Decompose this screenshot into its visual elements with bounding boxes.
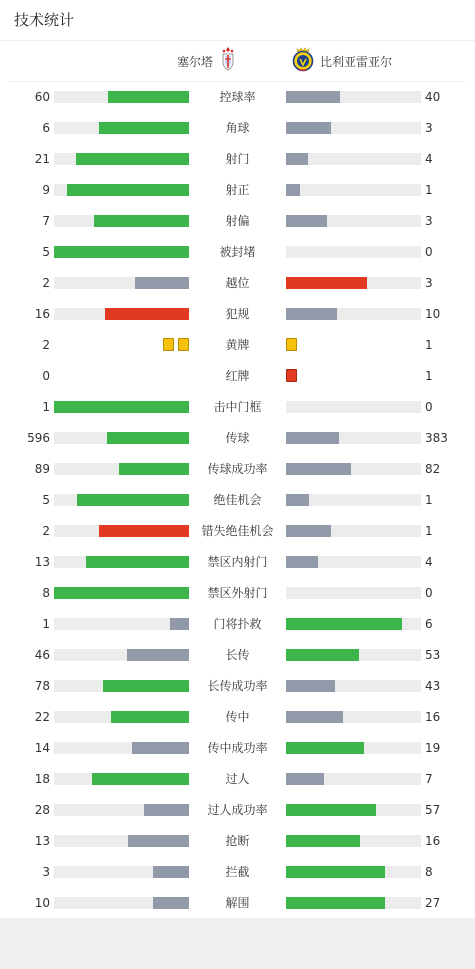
home-stat-bar-fill	[54, 246, 189, 258]
away-stat-bar-track	[286, 308, 421, 320]
away-stat-value: 0	[425, 586, 433, 600]
away-stat-value: 4	[425, 152, 433, 166]
home-stat-bar-track	[54, 308, 189, 320]
away-stat-bar-fill	[286, 556, 318, 568]
home-team-name: 塞尔塔	[176, 54, 213, 69]
home-stat-value: 2	[42, 276, 50, 290]
away-stat-bar-track	[286, 215, 421, 227]
away-stat-bar-track	[286, 184, 421, 196]
stat-label: 绝佳机会	[213, 493, 262, 507]
home-stat-bar-fill	[128, 835, 189, 847]
stat-label: 抢断	[225, 834, 250, 848]
home-team-header	[0, 48, 235, 74]
stat-row	[0, 175, 475, 206]
away-stat-value: 16	[425, 834, 441, 848]
home-stat-bar-fill	[67, 184, 189, 196]
stat-label: 越位	[225, 276, 250, 290]
stat-label: 射正	[225, 183, 250, 197]
home-stat-value: 14	[34, 741, 50, 755]
home-stat-bar-fill	[99, 525, 189, 537]
stat-label: 传球成功率	[207, 462, 268, 476]
home-stat-bar-track	[54, 897, 189, 909]
away-stat-bar-track	[286, 680, 421, 692]
stat-label: 被封堵	[219, 245, 256, 259]
yellow-card-icon	[163, 338, 174, 351]
home-stat-bar-track	[54, 680, 189, 692]
home-stat-bar-fill	[99, 122, 189, 134]
stat-row	[0, 485, 475, 516]
stat-label: 传中	[225, 710, 250, 724]
away-stat-bar-track	[286, 866, 421, 878]
away-stat-bar-track	[286, 246, 421, 258]
home-stat-bar-track	[54, 215, 189, 227]
red-card-icon	[286, 369, 297, 382]
stat-row	[0, 857, 475, 888]
away-stat-bar-track	[286, 897, 421, 909]
away-stat-bar-track	[286, 587, 421, 599]
away-stat-bar-fill	[286, 649, 359, 661]
home-stat-value: 2	[42, 338, 50, 352]
villarreal-crest-icon	[292, 46, 314, 76]
stat-label: 传球	[225, 431, 250, 445]
stat-row	[0, 206, 475, 237]
home-stat-value: 60	[34, 90, 50, 104]
away-stat-bar-fill	[286, 742, 364, 754]
stat-row	[0, 547, 475, 578]
away-stat-bar-track	[286, 711, 421, 723]
away-stat-bar-fill	[286, 525, 331, 537]
home-stat-value: 5	[42, 493, 50, 507]
home-stat-bar-fill	[103, 680, 189, 692]
home-stat-bar-track	[54, 742, 189, 754]
away-stat-bar-track	[286, 804, 421, 816]
home-stat-bar-track	[54, 401, 189, 413]
home-stat-value: 16	[34, 307, 50, 321]
stat-row	[0, 237, 475, 268]
stat-row	[0, 299, 475, 330]
home-stat-bar-track	[54, 804, 189, 816]
home-stat-bar-track	[54, 91, 189, 103]
away-stat-value: 7	[425, 772, 433, 786]
home-stat-value: 3	[42, 865, 50, 879]
away-stat-bar-track	[286, 742, 421, 754]
away-stat-bar-fill	[286, 463, 351, 475]
away-stat-value: 3	[425, 214, 433, 228]
stat-label: 黄牌	[225, 338, 250, 352]
away-stat-value: 40	[425, 90, 441, 104]
home-stat-value: 13	[34, 834, 50, 848]
stat-row	[0, 888, 475, 919]
page-title: 技术统计	[14, 11, 75, 29]
stat-label: 过人成功率	[207, 803, 268, 817]
home-stat-bar-track	[54, 556, 189, 568]
stat-label: 击中门框	[213, 400, 262, 414]
home-stat-bar-track	[54, 587, 189, 599]
away-stat-bar-fill	[286, 866, 385, 878]
stat-row	[0, 609, 475, 640]
home-stat-bar-track	[54, 773, 189, 785]
celta-crest-icon	[221, 46, 235, 76]
home-stat-value: 78	[34, 679, 50, 693]
away-stat-value: 8	[425, 865, 433, 879]
stat-row	[0, 702, 475, 733]
stat-row	[0, 826, 475, 857]
home-stat-bar-track	[54, 153, 189, 165]
stat-row	[0, 764, 475, 795]
away-stat-value: 0	[425, 245, 433, 259]
stat-row	[0, 640, 475, 671]
home-stat-bar-fill	[107, 432, 189, 444]
home-stat-bar-fill	[94, 215, 189, 227]
stat-label: 射偏	[225, 214, 250, 228]
away-stat-value: 43	[425, 679, 441, 693]
home-stat-bar-track	[54, 711, 189, 723]
stat-row	[0, 578, 475, 609]
home-stat-value: 0	[42, 369, 50, 383]
home-stat-value: 89	[34, 462, 50, 476]
away-stat-bar-fill	[286, 184, 300, 196]
home-stat-value: 13	[34, 555, 50, 569]
away-stat-value: 1	[425, 369, 433, 383]
home-stat-bar-fill	[111, 711, 189, 723]
away-stat-bar-fill	[286, 277, 367, 289]
away-stat-bar-track	[286, 122, 421, 134]
home-stat-bar-track	[54, 649, 189, 661]
stat-label: 门将扑救	[213, 617, 262, 631]
home-stat-bar-fill	[76, 153, 189, 165]
home-stat-value: 22	[34, 710, 50, 724]
stat-row	[0, 423, 475, 454]
away-stat-value: 19	[425, 741, 441, 755]
home-yellow-cards	[163, 338, 189, 351]
home-stat-bar-fill	[153, 897, 189, 909]
away-stat-bar-fill	[286, 835, 360, 847]
away-stat-value: 3	[425, 121, 433, 135]
away-stat-value: 383	[425, 431, 448, 445]
home-stat-bar-track	[54, 835, 189, 847]
home-stat-bar-fill	[170, 618, 189, 630]
home-stat-value: 8	[42, 586, 50, 600]
home-stat-value: 46	[34, 648, 50, 662]
home-stat-bar-track	[54, 432, 189, 444]
stat-label: 传中成功率	[207, 741, 268, 755]
home-stat-value: 21	[34, 152, 50, 166]
away-stat-bar-fill	[286, 432, 339, 444]
home-stat-bar-fill	[54, 401, 189, 413]
stat-row	[0, 144, 475, 175]
away-stat-bar-track	[286, 525, 421, 537]
away-stat-bar-track	[286, 649, 421, 661]
away-stat-value: 1	[425, 493, 433, 507]
stat-row	[0, 454, 475, 485]
away-stat-bar-fill	[286, 215, 327, 227]
away-stat-value: 10	[425, 307, 441, 321]
home-stat-bar-fill	[153, 866, 189, 878]
stat-row	[0, 733, 475, 764]
home-stat-value: 5	[42, 245, 50, 259]
yellow-card-icon	[178, 338, 189, 351]
stat-row	[0, 671, 475, 702]
away-stat-value: 82	[425, 462, 441, 476]
title-divider	[0, 40, 475, 41]
away-stat-bar-track	[286, 556, 421, 568]
stat-row	[0, 82, 475, 113]
away-stat-bar-fill	[286, 773, 324, 785]
home-stat-bar-track	[54, 122, 189, 134]
away-stat-bar-fill	[286, 91, 340, 103]
stat-label: 禁区外射门	[207, 586, 268, 600]
home-stat-value: 1	[42, 617, 50, 631]
away-stat-value: 57	[425, 803, 441, 817]
away-red-cards	[286, 369, 297, 382]
stat-label: 禁区内射门	[207, 555, 268, 569]
stat-label: 错失绝佳机会	[201, 524, 274, 538]
away-stat-bar-track	[286, 835, 421, 847]
away-stat-value: 1	[425, 338, 433, 352]
stat-label: 长传成功率	[207, 679, 268, 693]
away-stat-value: 0	[425, 400, 433, 414]
away-stat-value: 53	[425, 648, 441, 662]
away-stat-bar-track	[286, 463, 421, 475]
home-stat-value: 10	[34, 896, 50, 910]
stat-row	[0, 516, 475, 547]
away-stat-value: 1	[425, 183, 433, 197]
away-stat-bar-track	[286, 153, 421, 165]
stat-label: 长传	[225, 648, 250, 662]
home-stat-bar-fill	[132, 742, 189, 754]
home-stat-bar-fill	[144, 804, 189, 816]
home-stat-value: 7	[42, 214, 50, 228]
away-stat-bar-fill	[286, 897, 385, 909]
away-stat-bar-track	[286, 432, 421, 444]
stats-list	[0, 82, 475, 919]
away-stat-bar-fill	[286, 680, 335, 692]
home-stat-bar-fill	[135, 277, 189, 289]
home-stat-value: 18	[34, 772, 50, 786]
stat-row	[0, 268, 475, 299]
home-stat-bar-track	[54, 525, 189, 537]
stat-row	[0, 795, 475, 826]
away-stat-value: 27	[425, 896, 441, 910]
away-stat-value: 3	[425, 276, 433, 290]
stat-row	[0, 330, 475, 361]
stat-label: 射门	[225, 152, 250, 166]
stat-label: 拦截	[225, 865, 250, 879]
stat-row	[0, 113, 475, 144]
home-stat-bar-fill	[86, 556, 189, 568]
away-stat-bar-fill	[286, 122, 331, 134]
stat-label: 红牌	[225, 369, 250, 383]
home-stat-bar-fill	[54, 587, 189, 599]
away-team-name: 比利亚雷亚尔	[320, 54, 393, 69]
away-stat-bar-track	[286, 773, 421, 785]
away-stat-bar-track	[286, 618, 421, 630]
home-stat-bar-track	[54, 618, 189, 630]
away-stat-bar-track	[286, 494, 421, 506]
away-stat-bar-track	[286, 277, 421, 289]
away-stat-bar-fill	[286, 804, 376, 816]
away-stat-value: 16	[425, 710, 441, 724]
stat-row	[0, 361, 475, 392]
away-stat-bar-fill	[286, 153, 308, 165]
home-stat-value: 28	[34, 803, 50, 817]
stat-label: 犯规	[225, 307, 250, 321]
away-stat-value: 1	[425, 524, 433, 538]
stat-label: 控球率	[219, 90, 256, 104]
away-stat-bar-fill	[286, 494, 309, 506]
home-stat-value: 9	[42, 183, 50, 197]
home-stat-bar-fill	[108, 91, 189, 103]
home-stat-bar-fill	[119, 463, 189, 475]
home-stat-value: 6	[42, 121, 50, 135]
home-stat-value: 596	[27, 431, 50, 445]
home-stat-value: 1	[42, 400, 50, 414]
away-stat-bar-track	[286, 91, 421, 103]
away-stat-value: 4	[425, 555, 433, 569]
home-stat-bar-track	[54, 494, 189, 506]
yellow-card-icon	[286, 338, 297, 351]
home-stat-bar-fill	[105, 308, 189, 320]
home-stat-bar-track	[54, 184, 189, 196]
stat-label: 过人	[225, 772, 250, 786]
away-stat-bar-fill	[286, 618, 402, 630]
away-stat-value: 6	[425, 617, 433, 631]
away-team-header	[292, 48, 392, 74]
stat-label: 角球	[225, 121, 250, 135]
home-stat-bar-fill	[77, 494, 189, 506]
away-stat-bar-fill	[286, 308, 337, 320]
home-stat-bar-track	[54, 463, 189, 475]
home-stat-bar-track	[54, 866, 189, 878]
away-stat-bar-fill	[286, 711, 343, 723]
home-stat-value: 2	[42, 524, 50, 538]
home-stat-bar-fill	[92, 773, 189, 785]
home-stat-bar-track	[54, 246, 189, 258]
stat-label: 解围	[225, 896, 250, 910]
away-yellow-cards	[286, 338, 297, 351]
away-stat-bar-track	[286, 401, 421, 413]
home-stat-bar-fill	[127, 649, 189, 661]
home-stat-bar-track	[54, 277, 189, 289]
stat-row	[0, 392, 475, 423]
